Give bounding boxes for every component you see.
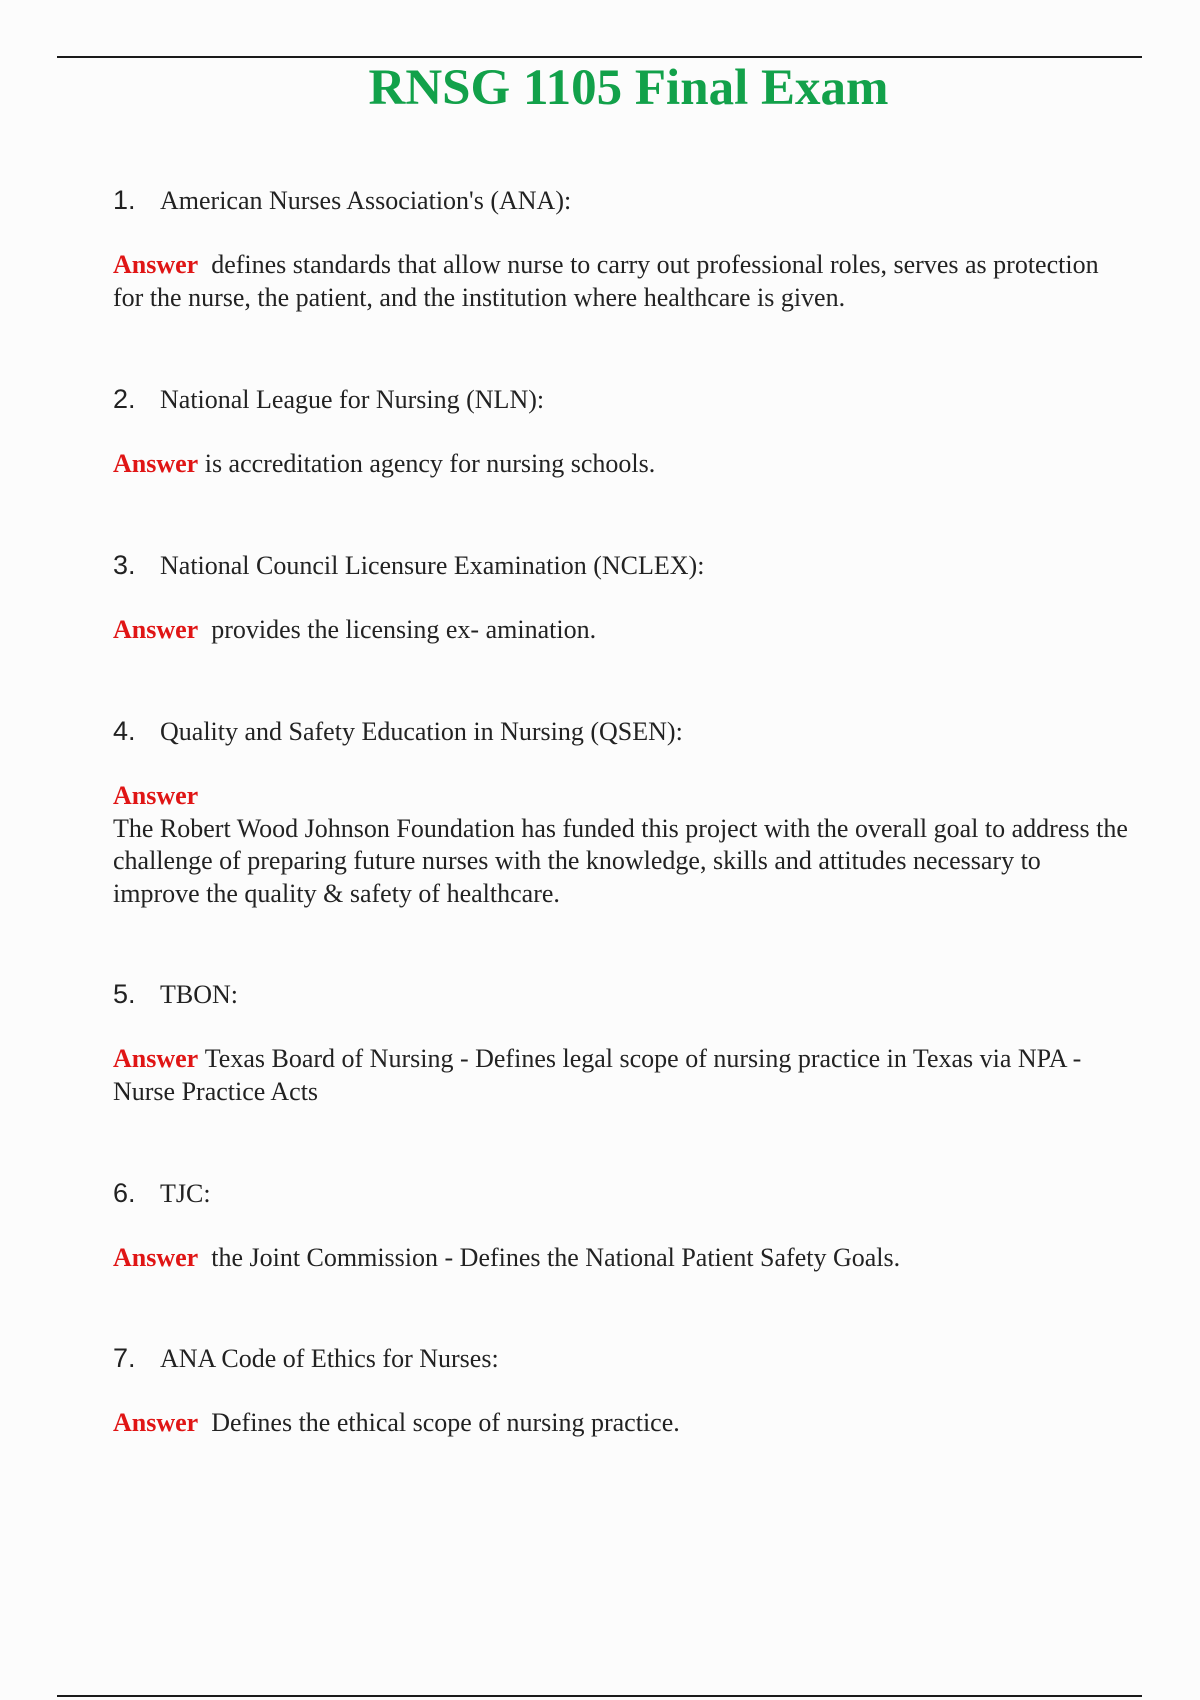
answer-text: the Joint Commission - Defines the National Patient Safety Goals. [211, 1243, 901, 1272]
question-number: 4. [113, 716, 136, 746]
question-number: 7. [113, 1343, 136, 1373]
question-4 [113, 715, 683, 748]
answer-7 [113, 1407, 1133, 1440]
bottom-rule [57, 1695, 1142, 1697]
question-text: ANA Code of Ethics for Nurses: [160, 1344, 499, 1373]
question-7 [113, 1342, 499, 1375]
question-1 [113, 184, 571, 217]
question-5 [113, 978, 238, 1011]
answer-1 [113, 249, 1133, 314]
answer-label: Answer [113, 615, 199, 644]
question-text: National Council Licensure Examination (NCLEX): [160, 551, 705, 580]
answer-label: Answer [113, 781, 199, 810]
answer-label: Answer [113, 250, 199, 279]
question-number: 2. [113, 384, 136, 414]
answer-text: The Robert Wood Johnson Foundation has funded this project with the overall goal to address the challenge of preparing future nurses with the knowledge, skills and attitudes necessary to improve the quality & safety of healthcare. [113, 813, 1128, 908]
answer-text: is accreditation agency for nursing schools. [204, 449, 656, 478]
answer-label: Answer [113, 449, 199, 478]
question-number: 5. [113, 979, 136, 1009]
answer-label: Answer [113, 1044, 199, 1073]
question-text: Quality and Safety Education in Nursing (QSEN): [160, 717, 683, 746]
answer-text: defines standards that allow nurse to carry out professional roles, serves as protection for the nurse, the patient, and the institution where healthcare is given. [113, 250, 1099, 312]
answer-5 [113, 1043, 1133, 1108]
answer-text: provides the licensing ex- amination. [211, 615, 597, 644]
question-3 [113, 549, 704, 582]
answer-label: Answer [113, 1243, 199, 1272]
answer-6 [113, 1242, 1133, 1275]
page-title: RNSG 1105 Final Exam [368, 60, 889, 116]
question-number: 6. [113, 1178, 136, 1208]
answer-text: Texas Board of Nursing - Defines legal scope of nursing practice in Texas via NPA - Nurse Practice Acts [113, 1044, 1082, 1106]
answer-2 [113, 448, 1133, 481]
question-text: TBON: [160, 980, 238, 1009]
question-text: American Nurses Association's (ANA): [160, 186, 572, 215]
question-number: 1. [113, 185, 136, 215]
question-number: 3. [113, 550, 136, 580]
answer-label: Answer [113, 1408, 199, 1437]
answer-3 [113, 614, 1133, 647]
question-6 [113, 1177, 211, 1210]
answer-4 [113, 780, 1133, 910]
answer-text: Defines the ethical scope of nursing practice. [211, 1408, 680, 1437]
question-2 [113, 383, 544, 416]
question-text: National League for Nursing (NLN): [160, 385, 545, 414]
question-text: TJC: [160, 1179, 211, 1208]
